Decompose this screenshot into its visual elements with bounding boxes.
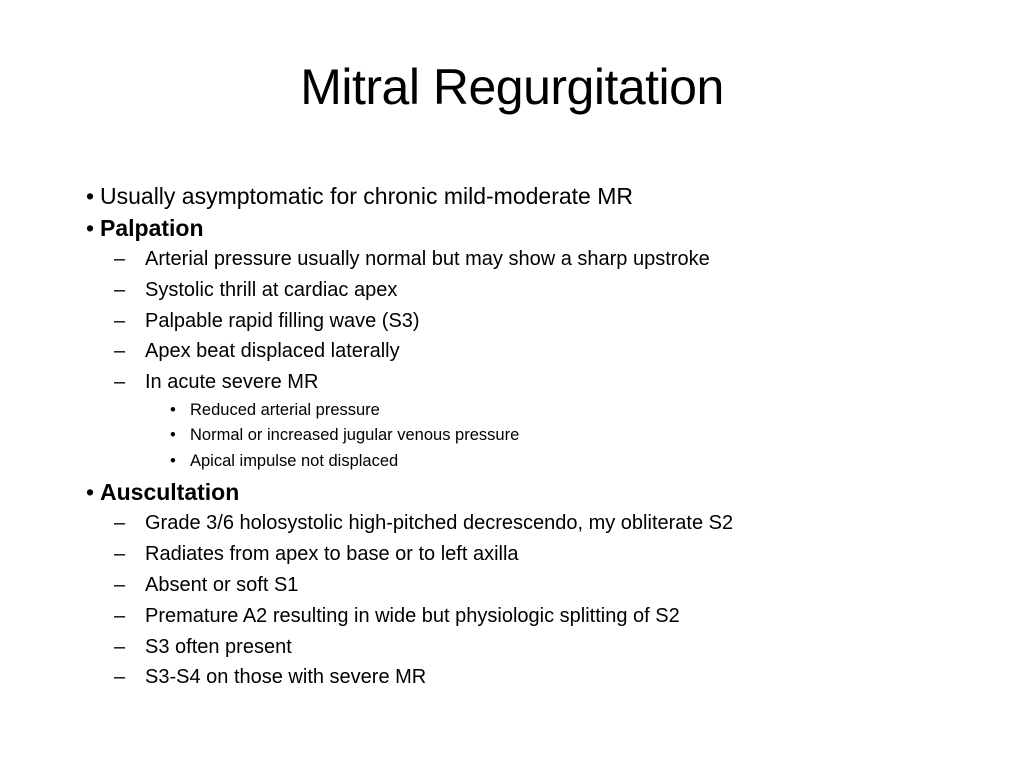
sub-bullet-item bbox=[0, 244, 1024, 275]
sub-sub-bullet-item bbox=[0, 398, 1024, 424]
sub-bullet-item bbox=[0, 306, 1024, 337]
dash-marker: – bbox=[114, 309, 126, 332]
sub-bullet-item bbox=[0, 539, 1024, 570]
dash-marker: – bbox=[114, 574, 126, 597]
bullet-item-auscultation bbox=[0, 476, 1024, 508]
bullet-text: Usually asymptomatic for chronic mild-moderate MR bbox=[100, 183, 633, 209]
dash-marker: – bbox=[114, 543, 126, 566]
sub-bullet-item bbox=[0, 508, 1024, 539]
bullet-item-palpation bbox=[0, 212, 1024, 244]
section-heading-palpation: Palpation bbox=[100, 215, 204, 241]
sub-bullet-item bbox=[0, 336, 1024, 367]
slide-title: Mitral Regurgitation bbox=[300, 59, 724, 115]
sub-bullet-text: S3 often present bbox=[145, 635, 292, 658]
bullet-item bbox=[0, 180, 1024, 212]
section-heading-auscultation: Auscultation bbox=[100, 479, 240, 506]
bullet-marker: • bbox=[170, 451, 176, 470]
sub-bullet-text: Apex beat displaced laterally bbox=[145, 340, 400, 363]
sub-sub-bullet-item bbox=[0, 423, 1024, 449]
dash-marker: – bbox=[114, 278, 126, 301]
sub-bullet-item bbox=[0, 662, 1024, 693]
dash-marker: – bbox=[114, 666, 126, 689]
sub-bullet-text: Premature A2 resulting in wide but physiologic splitting of S2 bbox=[145, 604, 680, 627]
bullet-marker: • bbox=[170, 400, 176, 419]
dash-marker: – bbox=[114, 512, 126, 535]
sub-bullet-item bbox=[0, 601, 1024, 632]
sub-bullet-text: In acute severe MR bbox=[145, 371, 319, 394]
sub-sub-bullet-text: Normal or increased jugular venous pressure bbox=[190, 426, 520, 445]
sub-sub-bullet-item bbox=[0, 449, 1024, 475]
sub-bullet-text: Palpable rapid filling wave (S3) bbox=[145, 309, 420, 332]
sub-bullet-text: S3-S4 on those with severe MR bbox=[145, 666, 427, 689]
sub-sub-bullet-text: Reduced arterial pressure bbox=[190, 400, 380, 419]
dash-marker: – bbox=[114, 340, 126, 363]
sub-bullet-item bbox=[0, 570, 1024, 601]
dash-marker: – bbox=[114, 371, 126, 394]
sub-bullet-item bbox=[0, 367, 1024, 398]
sub-bullet-text: Absent or soft S1 bbox=[145, 574, 299, 597]
bullet-marker: • bbox=[170, 426, 176, 445]
sub-bullet-text: Radiates from apex to base or to left axilla bbox=[145, 543, 519, 566]
dash-marker: – bbox=[114, 248, 126, 270]
sub-bullet-text: Systolic thrill at cardiac apex bbox=[145, 278, 398, 301]
bullet-marker: • bbox=[86, 183, 95, 209]
slide-content bbox=[0, 180, 1024, 693]
sub-sub-bullet-text: Apical impulse not displaced bbox=[190, 451, 399, 470]
bullet-marker: • bbox=[86, 479, 95, 506]
sub-bullet-text: Arterial pressure usually normal but may show a sharp upstroke bbox=[145, 248, 710, 270]
bullet-marker: • bbox=[86, 215, 95, 241]
sub-bullet-text: Grade 3/6 holosystolic high-pitched decrescendo, my obliterate S2 bbox=[145, 512, 734, 535]
sub-bullet-item bbox=[0, 632, 1024, 663]
dash-marker: – bbox=[114, 604, 126, 627]
dash-marker: – bbox=[114, 635, 126, 658]
sub-bullet-item bbox=[0, 275, 1024, 306]
